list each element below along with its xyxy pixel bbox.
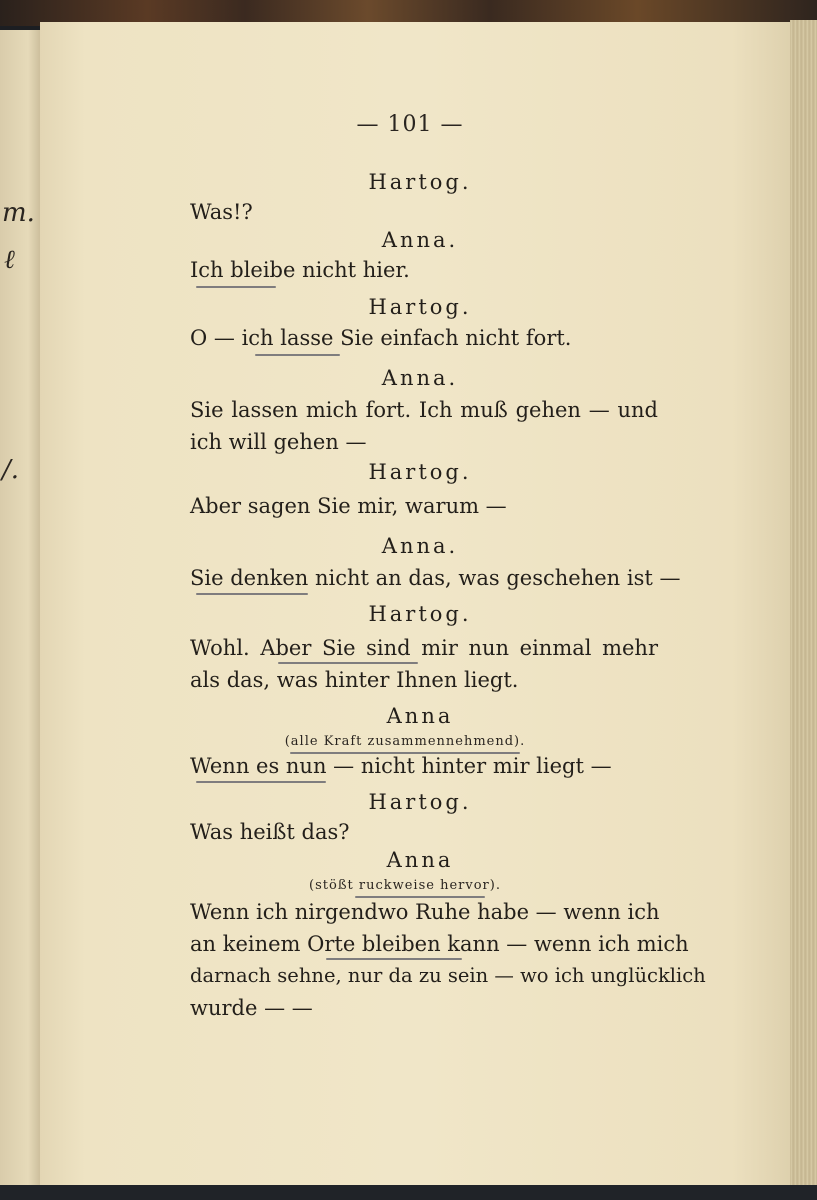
pencil-underline bbox=[255, 354, 340, 356]
stage-direction: (stößt ruckweise hervor). bbox=[309, 878, 501, 893]
dialogue-line: Wenn ich nirgendwo Ruhe habe — wenn ich bbox=[190, 900, 660, 924]
speaker-name: Anna. bbox=[381, 228, 459, 252]
dialogue-line: wurde — — bbox=[190, 996, 313, 1020]
dialogue-line: Was heißt das? bbox=[190, 820, 350, 844]
dialogue-line: Was!? bbox=[190, 200, 253, 224]
speaker-name: Hartog. bbox=[368, 790, 472, 814]
pencil-underline bbox=[326, 958, 462, 960]
dialogue-line: an keinem Orte bleiben kann — wenn ich mich bbox=[190, 932, 689, 956]
speaker-name: Hartog. bbox=[368, 602, 472, 626]
pencil-underline bbox=[278, 662, 418, 664]
speaker-name: Hartog. bbox=[368, 170, 472, 194]
stage-direction: (alle Kraft zusammennehmend). bbox=[284, 734, 526, 749]
dialogue-line: Wohl. Aber Sie sind mir nun einmal mehr bbox=[190, 636, 658, 660]
page-number: — 101 — bbox=[356, 112, 464, 137]
pencil-underline bbox=[196, 781, 326, 783]
speaker-name: Anna. bbox=[381, 366, 459, 390]
dialogue-line: Wenn es nun — nicht hinter mir liegt — bbox=[190, 754, 612, 778]
pencil-underline bbox=[196, 593, 308, 595]
speaker-name: Hartog. bbox=[368, 295, 472, 319]
dialogue-line: darnach sehne, nur da zu sein — wo ich unglücklich bbox=[190, 964, 706, 987]
dialogue-line: O — ich lasse Sie einfach nicht fort. bbox=[190, 326, 572, 350]
speaker-name: Anna bbox=[386, 704, 454, 728]
dialogue-line: Ich bleibe nicht hier. bbox=[190, 258, 410, 282]
dialogue-line: ich will gehen — bbox=[190, 430, 367, 454]
page-stack-edge bbox=[790, 20, 817, 1185]
margin-mark: m. bbox=[2, 198, 35, 228]
speaker-name: Hartog. bbox=[368, 460, 472, 484]
bottom-background bbox=[0, 1185, 817, 1200]
dialogue-line: Sie denken nicht an das, was geschehen ist — bbox=[190, 566, 681, 590]
dialogue-line: Aber sagen Sie mir, warum — bbox=[190, 494, 507, 518]
speaker-name: Anna. bbox=[381, 534, 459, 558]
pencil-underline bbox=[196, 286, 276, 288]
dialogue-line: Sie lassen mich fort. Ich muß gehen — und bbox=[190, 398, 658, 422]
dialogue-line: als das, was hinter Ihnen liegt. bbox=[190, 668, 519, 692]
margin-mark: /. bbox=[2, 455, 20, 485]
margin-mark: ℓ bbox=[4, 245, 15, 275]
pencil-underline bbox=[355, 896, 485, 898]
speaker-name: Anna bbox=[386, 848, 454, 872]
